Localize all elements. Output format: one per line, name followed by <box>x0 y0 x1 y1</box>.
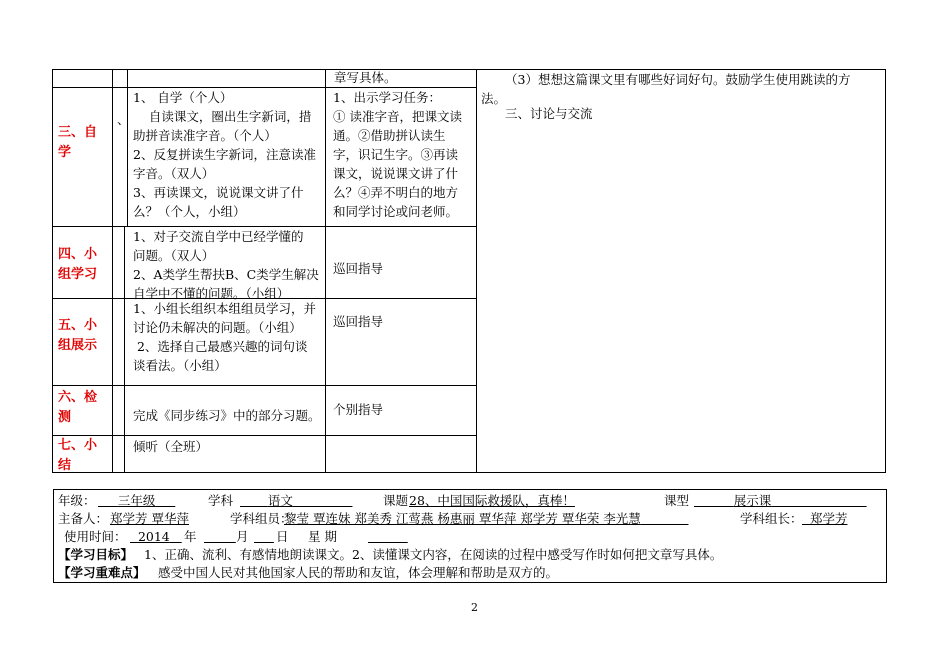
page-number: 2 <box>471 601 478 614</box>
teacher-continuation-text: 章写具体。 <box>334 70 397 85</box>
step-label: 三、自 学 <box>58 125 98 160</box>
day-blank <box>254 527 274 546</box>
right-column-line: （3）想想这篇课文里有哪些好词好句。鼓励学生使用跳读的方 <box>505 72 851 87</box>
info-line-1 <box>58 491 884 510</box>
table-col-line <box>127 69 128 227</box>
goal-text: 1、正确、流利、有感情地朗读课文。2、读懂课文内容，在阅读的过程中感受写作时如何把文章写具体。 <box>144 547 723 562</box>
step-label: 四、小 组学习 <box>58 247 98 282</box>
type-label: 课型 <box>664 493 690 508</box>
info-right-border <box>886 489 887 583</box>
week-label: 星 期 <box>308 529 337 544</box>
year-value: 2014 <box>137 529 170 544</box>
time-label: 使用时间： <box>64 529 127 544</box>
info-left-border <box>53 489 54 583</box>
info-line-5 <box>58 563 884 582</box>
table-col-line <box>124 226 125 473</box>
table-bottom-border <box>52 472 886 473</box>
key-text: 感受中国人民对其他国家人民的帮助和友谊，体会理解和帮助是双方的。 <box>158 565 559 580</box>
student-activity: 完成《同步练习》中的部分习题。 <box>133 408 321 423</box>
info-line-4 <box>58 545 884 564</box>
student-activity: 1、 自学（个人） 自读课文，圈出生字新词，措 助拼音读准字音。（个人） 2、反复拼读生字新词，注意读准 字音。（双人） 3、再读课文，说说课文讲了什 么？（个人，小组） <box>133 90 316 219</box>
student-activity: 1、小组长组织本组组员学习，并 讨论仍未解决的问题。（小组） 2、选择自己最感兴趣的词句谈 谈看法。（小组） <box>133 301 316 373</box>
right-column-line: 法。 <box>481 91 507 106</box>
table-row-line <box>52 435 476 436</box>
stray-mark: 、 <box>117 112 130 127</box>
info-line-3 <box>58 527 884 546</box>
grade-label: 年级： <box>58 493 96 508</box>
grade-value: 三年级 <box>117 493 156 508</box>
leader-label: 学科组长： <box>740 511 803 526</box>
teacher-activity: 巡回指导 <box>333 261 384 276</box>
step-label: 五、小 组展示 <box>58 318 98 353</box>
month-label: 月 <box>236 529 249 544</box>
right-column-line: 三、讨论与交流 <box>505 106 593 121</box>
table-row-line <box>52 385 476 386</box>
info-line-2 <box>58 509 884 528</box>
table-col-line <box>112 69 113 473</box>
members-value: 黎莹 覃连妹 郑美秀 江莺燕 杨惠丽 覃华萍 郑学芳 覃华荣 李光慧 <box>284 511 641 526</box>
leader-value: 郑学芳 <box>809 511 848 526</box>
step-label: 六、检 测 <box>58 390 98 425</box>
step-label: 七、小 结 <box>58 438 98 473</box>
day-label: 日 <box>276 529 289 544</box>
year-label: 年 <box>184 529 197 544</box>
month-blank <box>204 527 236 546</box>
info-top-border <box>53 489 887 490</box>
host-value: 郑学芳 覃华萍 <box>110 511 189 526</box>
table-col-line <box>325 69 326 473</box>
student-activity: 1、对子交流自学中已经学懂的 问题。（双人） 2、A类学生帮扶B、C类学生解决 自学中不懂的问题。（小组） <box>133 229 319 301</box>
teacher-activity: 巡回指导 <box>333 314 384 329</box>
key-label: 【学习重难点】 <box>58 565 146 580</box>
table-right-border <box>885 69 886 473</box>
subject-value: 语文 <box>267 493 293 508</box>
teacher-activity: 个别指导 <box>333 402 384 417</box>
goal-label: 【学习目标】 <box>58 547 134 562</box>
type-value: 展示课 <box>733 493 772 508</box>
table-left-border <box>52 69 53 473</box>
week-blank <box>368 527 408 546</box>
host-label: 主备人： <box>58 511 109 526</box>
student-activity: 倾听（全班） <box>133 439 209 454</box>
subject-label: 学科 <box>208 493 234 508</box>
teacher-activity: 1、出示学习任务： ① 读准字音，把课文读 通。②借助拼认读生 字，识记生字。③再读 课文，说说课文讲了什 么？④弄不明白的地方 和同学讨论或问老师。 <box>333 90 462 219</box>
info-bottom-border <box>53 582 887 583</box>
topic-label: 课题 <box>383 493 409 508</box>
members-label: 学科组员： <box>230 511 293 526</box>
topic-value: 28、中国国际救援队，真棒！ <box>409 493 575 508</box>
table-col-line <box>476 69 477 473</box>
